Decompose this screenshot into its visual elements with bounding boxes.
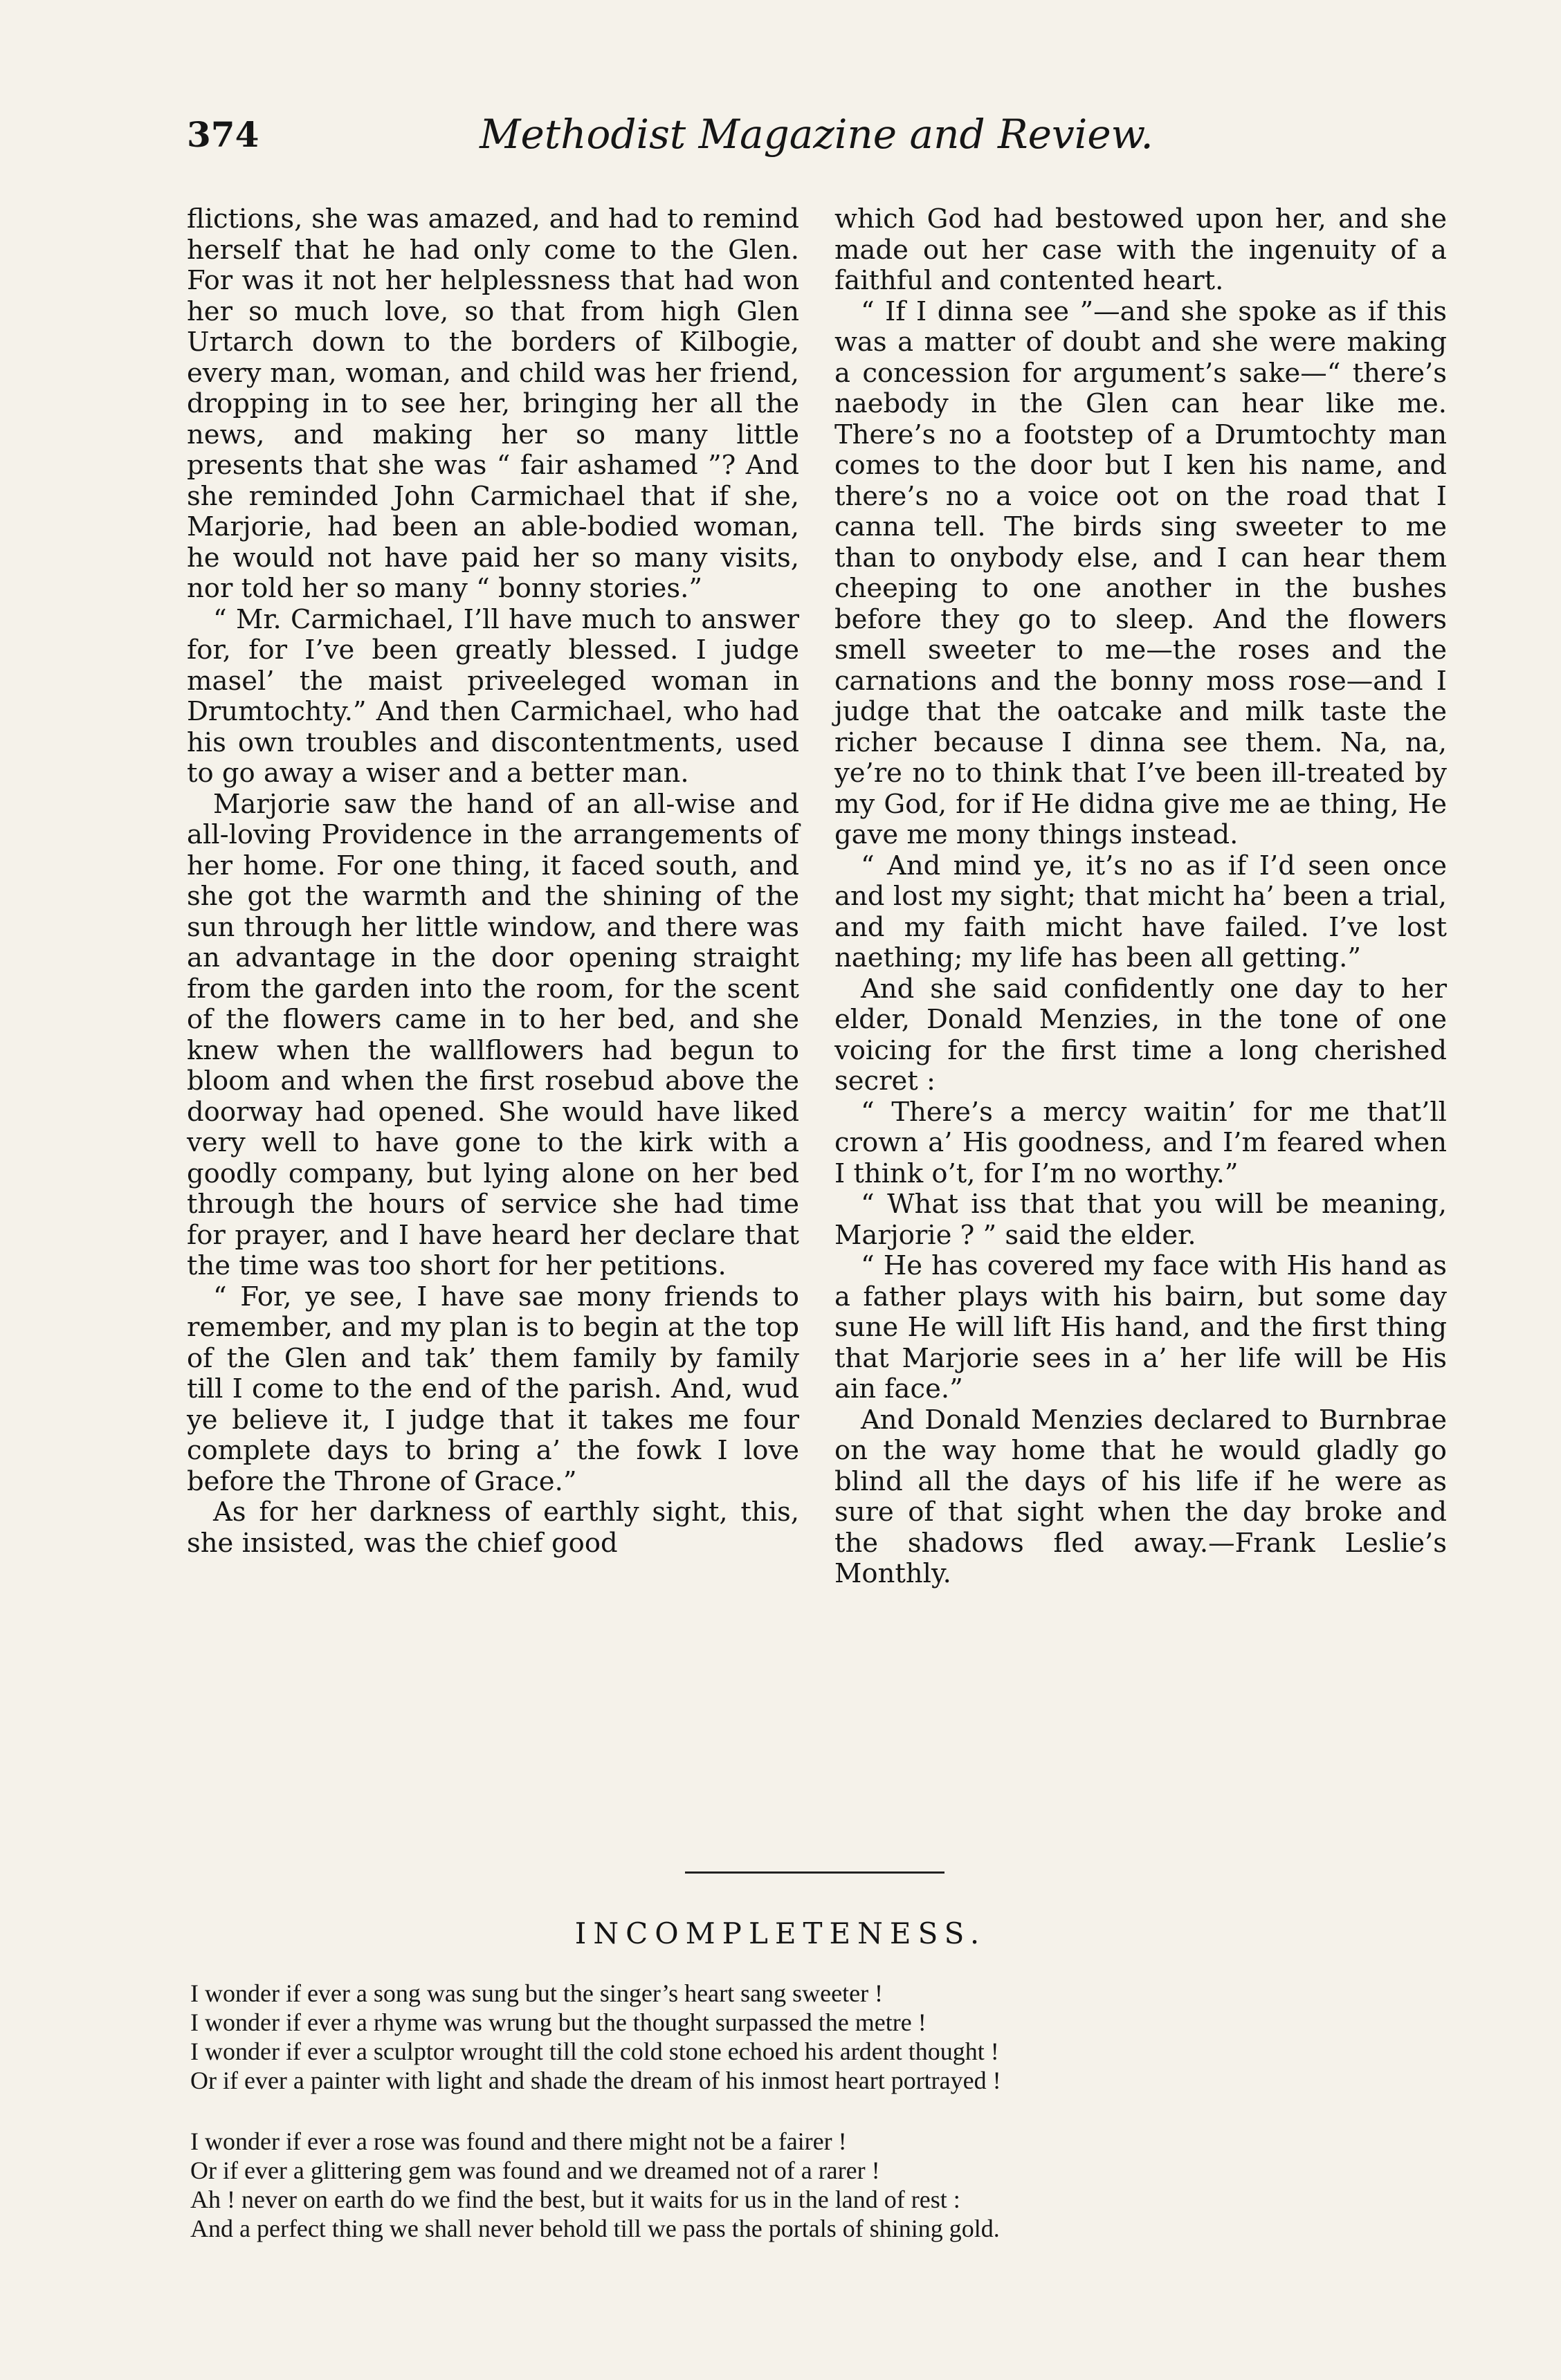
paragraph: which God had bestowed upon her, and she made out her case with the ingenuity of a faithful and contented heart. bbox=[834, 203, 1447, 296]
right-column bbox=[834, 204, 1447, 1590]
paragraph: As for her darkness of earthly sight, this, she insisted, was the chief good bbox=[187, 1496, 799, 1559]
left-column bbox=[187, 204, 799, 1559]
poem-line: I wonder if ever a rhyme was wrung but the thought surpassed the metre ! bbox=[190, 2008, 926, 2036]
paragraph: “ For, ye see, I have sae mony friends to remember, and my plan is to begin at the top of the Glen and tak’ them family by family till I come to the end of the parish. And, wud ye believe it, I judge that it takes me four complete days to bring a’ the fowk I love before the Throne of Grace.” bbox=[187, 1281, 799, 1497]
poem-line: I wonder if ever a song was sung but the singer’s heart sang sweeter ! bbox=[190, 1979, 884, 2007]
poem-line: And a perfect thing we shall never behold till we pass the portals of shining gold. bbox=[190, 2215, 1000, 2242]
poem-line: Ah ! never on earth do we find the best, but it waits for us in the land of rest : bbox=[190, 2186, 960, 2213]
poem-line: Or if ever a painter with light and shade the dream of his inmost heart portrayed ! bbox=[190, 2067, 1001, 2094]
paragraph: Marjorie saw the hand of an all-wise and all-loving Providence in the arrangements of her home. For one thing, it faced south, and she got the warmth and the shining of the sun through her little window, and there was an advantage in the door opening straight from the garden into the room, for the scent of the flowers came in to her bed, and she knew when the wallflowers had begun to bloom and when the first rosebud above the doorway had opened. She would have liked very well to have gone to the kirk with a goodly company, but lying alone on her bed through the hours of service she had time for prayer, and I have heard her declare that the time was too short for her petitions. bbox=[187, 788, 799, 1281]
paragraph: And she said confidently one day to her elder, Donald Menzies, in the tone of one voicing for the first time a long cherished secret : bbox=[834, 973, 1447, 1097]
poem-line: I wonder if ever a rose was found and there might not be a fairer ! bbox=[190, 2127, 847, 2155]
page-header bbox=[0, 0, 1561, 180]
paragraph: And Donald Menzies declared to Burnbrae on the way home that he would gladly go blind all the days of his life if he were as sure of that sight when the day broke and the shadows fled away.—Frank Leslie’s Monthly. bbox=[834, 1404, 1447, 1589]
poem-title: INCOMPLETENESS. bbox=[574, 1916, 987, 1950]
section-divider bbox=[685, 1871, 944, 1874]
paragraph: “ Mr. Carmichael, I’ll have much to answer for, for I’ve been greatly blessed. I judge masel’ the maist priveeleged woman in Drumtochty.” And then Carmichael, who had his own troubles and discontentments, used to go away a wiser and a better man. bbox=[187, 603, 799, 789]
paragraph: “ And mind ye, it’s no as if I’d seen once and lost my sight; that micht ha’ been a trial, and my faith micht have failed. I’ve lost naething; my life has been all getting.” bbox=[834, 850, 1447, 973]
paragraph: “ There’s a mercy waitin’ for me that’ll crown a’ His goodness, and I’m feared when I think o’t, for I’m no worthy.” bbox=[834, 1096, 1447, 1189]
paragraph: flictions, she was amazed, and had to remind herself that he had only come to the Glen. For was it not her helplessness that had won her so much love, so that from high Glen Urtarch down to the borders of Kilbogie, every man, woman, and child was her friend, dropping in to see her, bringing her all the news, and making her so many little presents that she was “ fair ashamed ”? And she reminded John Carmichael that if she, Marjorie, had been an able-bodied woman, he would not have paid her so many visits, nor told her so many “ bonny stories.” bbox=[187, 203, 799, 604]
page-number: 374 bbox=[187, 114, 259, 155]
poem-line: Or if ever a glittering gem was found and we dreamed not of a rarer ! bbox=[190, 2157, 880, 2184]
poem-line: I wonder if ever a sculptor wrought till the cold stone echoed his ardent thought ! bbox=[190, 2038, 999, 2065]
paragraph: “ If I dinna see ”—and she spoke as if this was a matter of doubt and she were making a concession for argument’s sake—“ there’s naebody in the Glen can hear like me. There’s no a footstep of a Drumtochty man comes to the door but I ken his name, and there’s no a voice oot on the road that I canna tell. The birds sing sweeter to me than to onybody else, and I can hear them cheeping to one another in the bushes before they go to sleep. And the flowers smell sweeter to me—the roses and the carnations and the bonny moss rose—and I judge that the oatcake and milk taste the richer because I dinna see them. Na, na, ye’re no to think that I’ve been ill-treated by my God, for if He didna give me ae thing, He gave me mony things instead. bbox=[834, 295, 1447, 850]
paragraph: “ What iss that that you will be meaning, Marjorie ? ” said the elder. bbox=[834, 1189, 1447, 1251]
poem bbox=[190, 1979, 1436, 2275]
poem-stanza bbox=[190, 2127, 1436, 2243]
poem-stanza bbox=[190, 1979, 1436, 2095]
running-title: Methodist Magazine and Review. bbox=[480, 111, 1153, 158]
paragraph: “ He has covered my face with His hand as a father plays with his bairn, but some day sune He will lift His hand, and the first thing that Marjorie sees in a’ her life will be His ain face.” bbox=[834, 1250, 1447, 1404]
